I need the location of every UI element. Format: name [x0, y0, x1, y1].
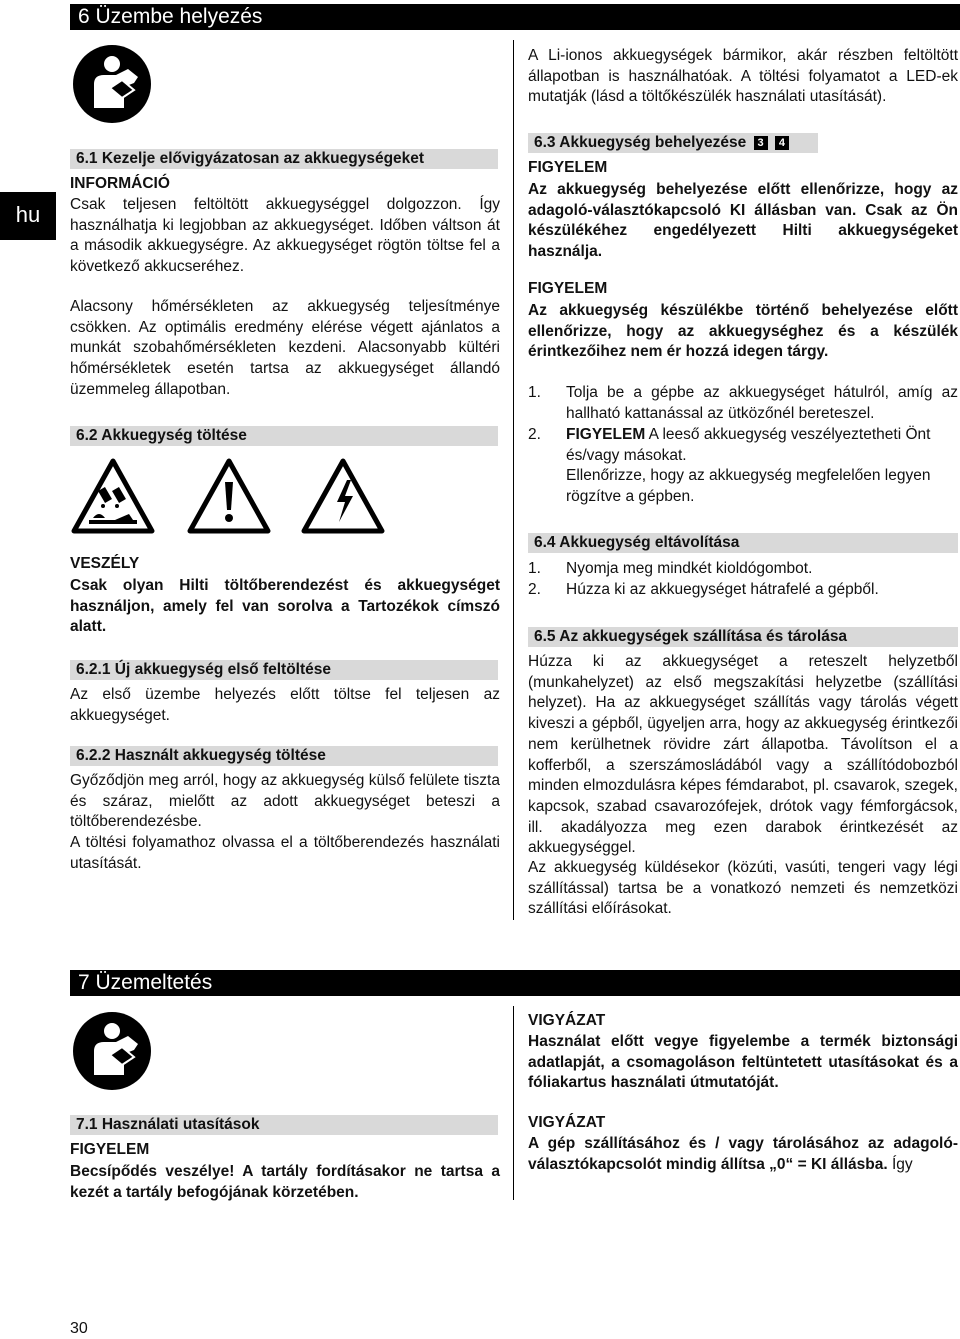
- list-number: 1.: [528, 384, 541, 401]
- column-divider: [513, 40, 514, 920]
- figure-ref-3: 3: [754, 136, 768, 150]
- list-text: Húzza ki az akkuegységet hátrafelé a gépből.: [566, 581, 879, 598]
- paragraph-6-2-1: Az első üzembe helyezés előtt töltse fel teljesen az akkuegységet.: [70, 686, 500, 724]
- column-divider: [513, 1006, 514, 1200]
- read-manual-icon: [72, 44, 152, 124]
- paragraph-6-1-a: Csak teljesen feltöltött akkuegységgel dolgozzon. Így használhatja ki legjobban az akkuegységet. Időben váltson át a második akkuegységre. Az akkuegységet rögtön töltse fel a következő akkucseréhez.: [70, 196, 500, 276]
- section-7-title: 7 Üzemeltetés: [70, 970, 960, 996]
- read-manual-icon: [72, 1011, 152, 1091]
- caution-warning-1: Használat előtt vegye figyelembe a termék biztonsági adatlapját, a csomagoláson feltüntetett utasításokat és a fóliakartus használati útmutatóját.: [528, 1033, 958, 1092]
- list-item: [528, 425, 958, 507]
- heading-6-5: 6.5 Az akkuegységek szállítása és tárolása: [528, 627, 958, 647]
- figure-ref-4: 4: [775, 136, 789, 150]
- list-number: 2.: [528, 426, 541, 443]
- list-item: [528, 580, 958, 601]
- danger-warning: Csak olyan Hilti töltőberendezést és akkuegységet használjon, amely fel van sorolva a Tartozékok címszó alatt.: [70, 577, 500, 636]
- attention-label: FIGYELEM: [70, 1141, 150, 1158]
- caution-warning-2-tail: Így: [887, 1155, 913, 1173]
- danger-label: VESZÉLY: [70, 555, 140, 572]
- list-number: 1.: [528, 560, 541, 577]
- attention-warning-2: Az akkuegység készülékbe történő behelyezése előtt ellenőrizze, hogy az akkuegységhez és a készülék érintkezőihez nem ér hozzá idegen tárgy.: [528, 302, 958, 361]
- caution-label: VIGYÁZAT: [528, 1114, 606, 1131]
- heading-7-1: 7.1 Használati utasítások: [70, 1115, 498, 1135]
- paragraph-6-5-b: Az akkuegység küldésekor (közúti, vasúti, tengeri vagy légi szállítással) tartsa be a vonatkozó nemzeti és nemzetközi szállítási előírásokat.: [528, 859, 958, 918]
- paragraph-6-1-b: Alacsony hőmérsékleten az akkuegység teljesítménye csökken. Az optimális eredmény elérése végett ajánlatos a munkát szobahőmérsékleten kezdeni. Alacsonyabb kültéri hőmérsékletek esetén tartsa az akkuegységet állandó üzemmeleg állapotban.: [70, 298, 500, 398]
- attention-warning: Becsípődés veszélye! A tartály fordításakor ne tartsa a kezét a tartály befogójának körzetében.: [70, 1163, 500, 1201]
- corrosive-warning-icon: [71, 458, 155, 534]
- heading-6-1: 6.1 Kezelje elővigyázatosan az akkuegységeket: [70, 149, 498, 169]
- heading-6-2: 6.2 Akkuegység töltése: [70, 426, 498, 446]
- list-text: Tolja be a gépbe az akkuegységet hátulról, amíg az hallható kattanással az ütközőnél bereteszel.: [566, 384, 958, 422]
- attention-warning-1: Az akkuegység behelyezése előtt ellenőrizze, hogy az adagoló-választókapcsoló KI állásban van. Csak az Ön készülékéhez engedélyezett Hilti akkuegységeket használja.: [528, 181, 958, 261]
- intro-paragraph: A Li-ionos akkuegységek bármikor, akár részben feltöltött állapotban is használhatóak. A töltési folyamatot a LED-ek mutatják (lásd a töltőkészülék használati utasítását).: [528, 47, 958, 106]
- list-text: Ellenőrizze, hogy az akkuegység megfelelően legyen rögzítve a gépben.: [566, 467, 931, 506]
- caution-label: VIGYÁZAT: [528, 1012, 606, 1029]
- info-label: INFORMÁCIÓ: [70, 175, 170, 192]
- list-item: [528, 559, 958, 580]
- attention-label: FIGYELEM: [528, 280, 608, 297]
- paragraph-6-2-2-b: A töltési folyamathoz olvassa el a töltőberendezés használati utasítását.: [70, 834, 500, 872]
- list-text: Nyomja meg mindkét kioldógombot.: [566, 560, 813, 577]
- heading-6-4: 6.4 Akkuegység eltávolítása: [528, 533, 958, 553]
- electric-shock-icon: [301, 458, 385, 534]
- heading-6-2-2: 6.2.2 Használt akkuegység töltése: [70, 746, 498, 766]
- caution-warning-2-text: A gép szállításához és / vagy tárolásához az adagoló-választókapcsolót mindig állítsa „0“ = KI állásba.: [528, 1135, 958, 1173]
- attention-label: FIGYELEM: [528, 159, 608, 176]
- list-number: 2.: [528, 581, 541, 598]
- heading-6-3: [528, 133, 818, 153]
- language-tab: hu: [0, 192, 56, 240]
- list-text: A leeső akkuegység veszélyeztetheti Önt és/vagy másokat.: [566, 426, 931, 464]
- heading-6-2-1: 6.2.1 Új akkuegység első feltöltése: [70, 660, 498, 680]
- list-label: FIGYELEM: [566, 426, 646, 443]
- section-6-title: 6 Üzembe helyezés: [70, 4, 960, 30]
- list-text-block: [566, 425, 958, 508]
- paragraph-6-2-2-a: Győződjön meg arról, hogy az akkuegység külső felülete tiszta és száraz, mielőtt az adott akkuegységet beteszi a töltőberendezésbe.: [70, 772, 500, 831]
- heading-6-3-text: 6.3 Akkuegység behelyezése: [534, 134, 747, 151]
- paragraph-6-5-a: Húzza ki az akkuegységet a reteszelt helyzetből (munkahelyzet) az első megszakítási helyzetbe (szállítási helyzet). Ha az akkuegységet szállítás vagy tárolás végett kiveszi a gépből, ügyeljen arra, hogy az akkuegység érintkezői nem kerülhetnek rövidre zárt állapotba. Távolítson el a kofferből, a szerszámosládából vagy a szállítódobozból minden elmozdulásra képes fémdarabot, pl. csavarok, szegek, kapcsok, szabad csavarozófejek, drótok vagy fémforgácsok, ill. akadályozza meg ezen darabok érintkezését az akkuegységgel.: [528, 653, 958, 857]
- caution-warning-2: [528, 1134, 958, 1175]
- general-warning-icon: [187, 458, 271, 534]
- page-number: 30: [70, 1320, 88, 1337]
- list-item: [528, 383, 958, 425]
